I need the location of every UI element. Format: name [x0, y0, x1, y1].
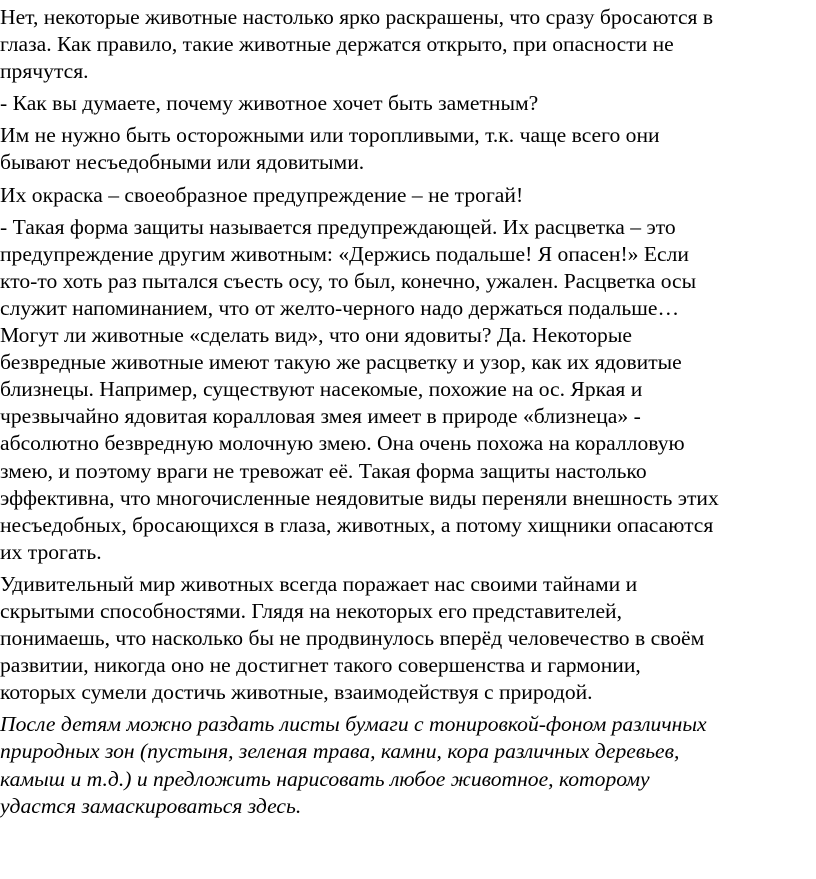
paragraph-activity-note: После детям можно раздать листы бумаги с тонировкой-фоном различных природных зон (пустыня, зеленая трава, камни, кора различных деревьев, камыш и т.д.) и предложить нарисовать любое животное, которому удастся замаскироваться здесь. [0, 712, 707, 818]
paragraph-answer: Им не нужно быть осторожными или торопливыми, т.к. чаще всего они бывают несъедобными или ядовитыми. [0, 123, 660, 175]
paragraph-question: - Как вы думаете, почему животное хочет быть заметным? [0, 91, 539, 116]
paragraph-intro: Нет, некоторые животные настолько ярко раскрашены, что сразу бросаются в глаза. Как правило, такие животные держатся открыто, при опасности не прячутся. [0, 5, 714, 84]
paragraph-conclusion: Удивительный мир животных всегда поражает нас своими тайнами и скрытыми способностями. Глядя на некоторых его представителей, понимаешь, что насколько бы не продвинулось вперёд человечество в своём развитии, никогда оно не достигнет такого совершенства и гармонии, которых сумели достичь животные, взаимодействуя с природой. [0, 571, 705, 705]
document-page [0, 4, 812, 825]
paragraph-defense-explanation: - Такая форма защиты называется предупреждающей. Их расцветка – это предупреждение другим животным: «Держись подальше! Я опасен!» Если кто-то хоть раз пытался съесть осу, то был, конечно, ужален. Расцветка осы служит напоминанием, что от желто-черного надо держаться подальше… Могут ли животные «сделать вид», что они ядовиты? Да. Некоторые безвредные животные имеют такую же расцветку и узор, как их ядовитые близнецы. Например, существуют насекомые, похожие на ос. Яркая и чрезвычайно ядовитая коралловая змея имеет в природе «близнеца» - абсолютно безвредную молочную змею. Она очень похожа на коралловую змею, и поэтому враги не тревожат её. Такая форма защиты настолько эффективна, что многочисленные неядовитые виды переняли внешность этих несъедобных, бросающихся в глаза, животных, а потому хищники опасаются их трогать. [0, 214, 719, 564]
paragraph-warning: Их окраска – своеобразное предупреждение – не трогай! [0, 182, 524, 207]
